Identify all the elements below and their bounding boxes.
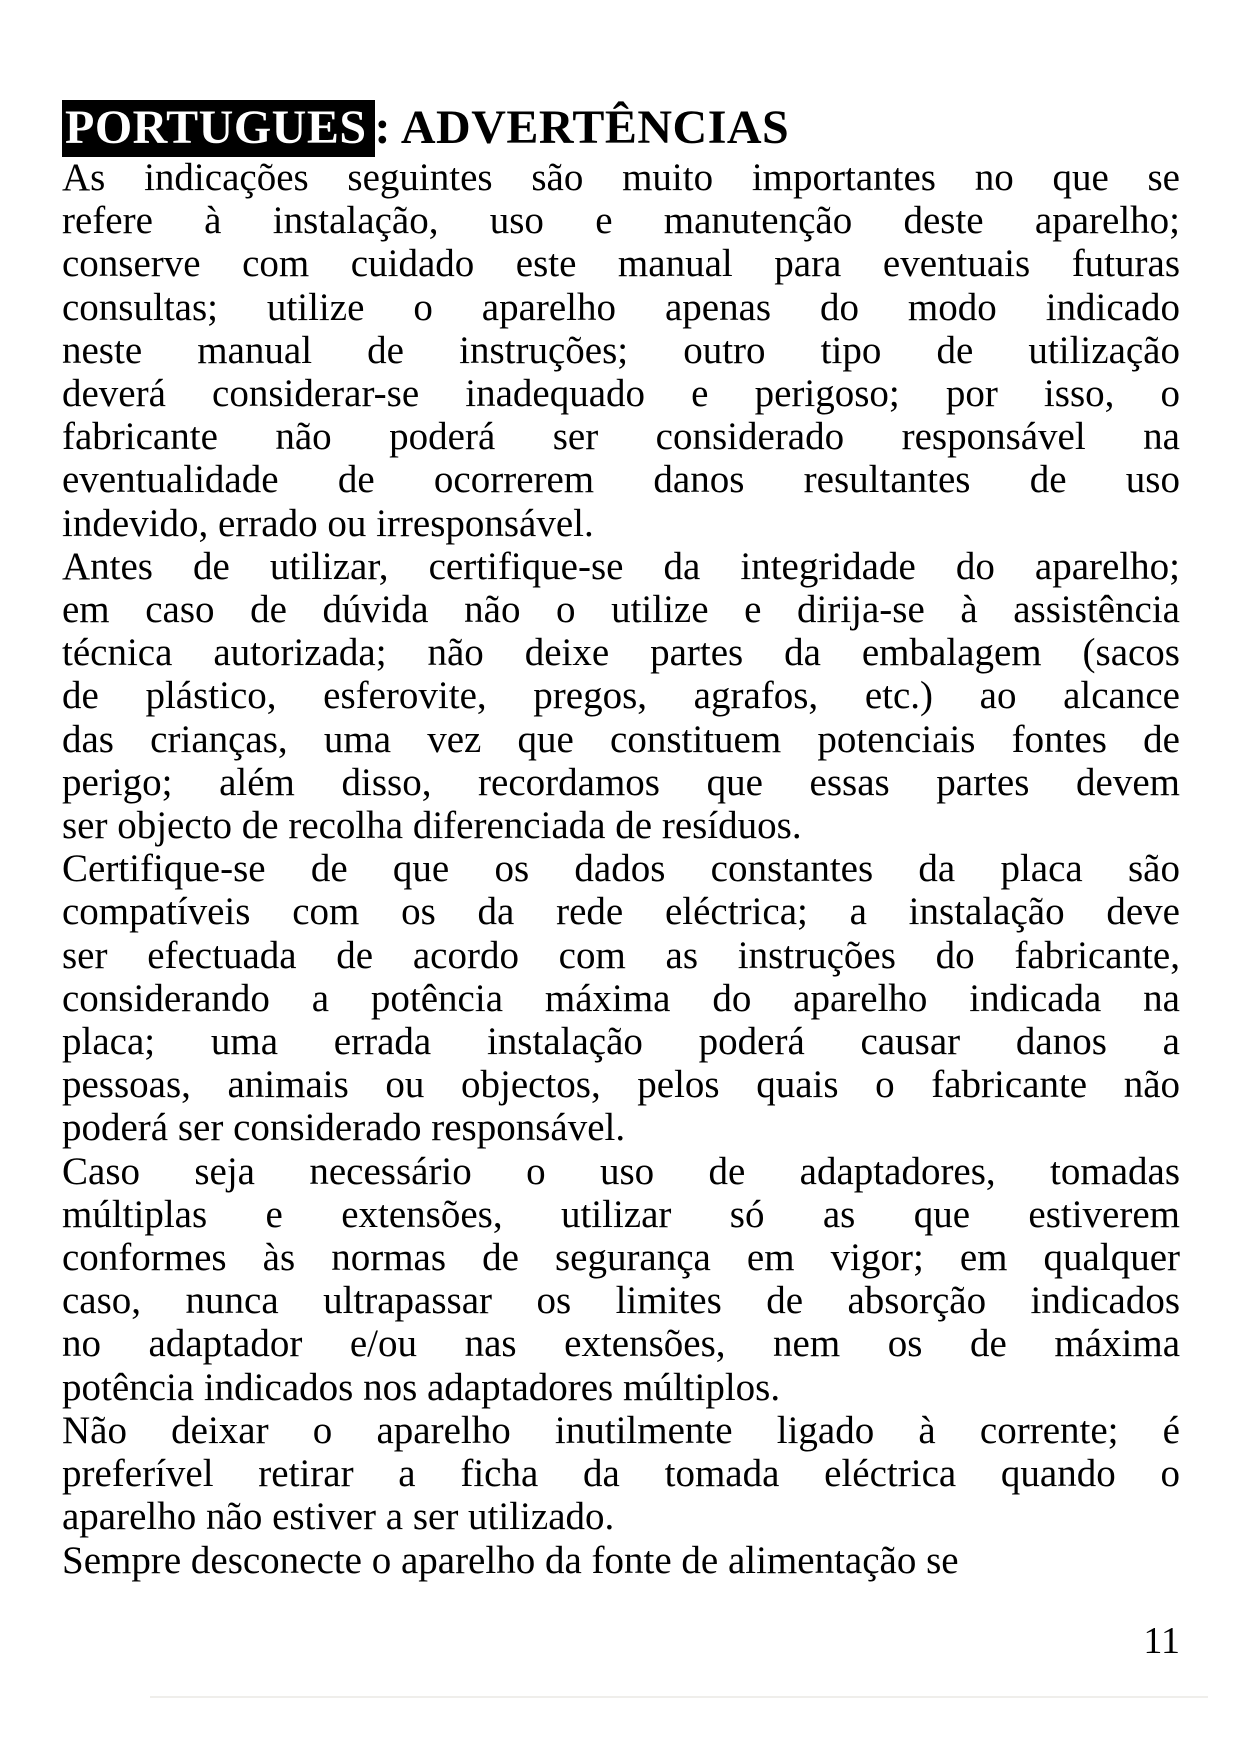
text-line: preferível retirar a ficha da tomada eléctrica quando o <box>62 1452 1180 1496</box>
text-line: técnica autorizada; não deixe partes da embalagem (sacos <box>62 631 1180 675</box>
text-line: conformes às normas de segurança em vigor; em qualquer <box>62 1236 1180 1280</box>
text-line: deverá considerar-se inadequado e perigoso; por isso, o <box>62 372 1180 416</box>
text-line: aparelho não estiver a ser utilizado. <box>62 1495 615 1539</box>
text-line: As indicações seguintes são muito importantes no que se <box>62 156 1180 199</box>
text-line: de plástico, esferovite, pregos, agrafos, etc.) ao alcance <box>62 674 1180 718</box>
text-line: eventualidade de ocorrerem danos resultantes de uso <box>62 458 1180 502</box>
text-line: ser objecto de recolha diferenciada de resíduos. <box>62 804 802 848</box>
paragraph <box>62 156 1180 545</box>
text-line: neste manual de instruções; outro tipo de utilização <box>62 328 1180 372</box>
text-line: Certifique-se de que os dados constantes da placa são <box>62 847 1180 891</box>
text-line: placa; uma errada instalação poderá causar danos a <box>62 1020 1180 1064</box>
paragraph <box>62 545 1180 847</box>
text-line: ser efectuada de acordo com as instruções do fabricante, <box>62 933 1180 977</box>
paragraph <box>62 1539 1180 1582</box>
paragraph <box>62 847 1180 1149</box>
text-line: Antes de utilizar, certifique-se da integridade do aparelho; <box>62 544 1180 588</box>
section-title-rest: : ADVERTÊNCIAS <box>374 101 790 154</box>
text-line: potência indicados nos adaptadores múltiplos. <box>62 1365 781 1409</box>
body-text <box>62 156 1180 1582</box>
text-line: refere à instalação, uso e manutenção deste aparelho; <box>62 199 1180 243</box>
text-line: Caso seja necessário o uso de adaptadores, tomadas <box>62 1149 1180 1193</box>
text-line: indevido, errado ou irresponsável. <box>62 501 594 545</box>
text-line: considerando a potência máxima do aparelho indicada na <box>62 976 1180 1020</box>
text-line: pessoas, animais ou objectos, pelos quais o fabricante não <box>62 1063 1180 1107</box>
language-label-highlight: PORTUGUES <box>62 100 375 157</box>
text-line: caso, nunca ultrapassar os limites de absorção indicados <box>62 1279 1180 1323</box>
text-line: Sempre desconecte o aparelho da fonte de alimentação se <box>62 1538 959 1582</box>
text-line: poderá ser considerado responsável. <box>62 1106 626 1150</box>
text-line: compatíveis com os da rede eléctrica; a instalação deve <box>62 890 1180 934</box>
text-line: fabricante não poderá ser considerado responsável na <box>62 415 1180 459</box>
page-content <box>62 100 1180 1582</box>
text-line: das crianças, uma vez que constituem potenciais fontes de <box>62 717 1180 761</box>
paragraph <box>62 1150 1180 1409</box>
text-line: consultas; utilize o aparelho apenas do modo indicado <box>62 285 1180 329</box>
text-line: múltiplas e extensões, utilizar só as que estiverem <box>62 1192 1180 1236</box>
text-line: conserve com cuidado este manual para eventuais futuras <box>62 242 1180 286</box>
paragraph <box>62 1409 1180 1539</box>
scan-artifact-line <box>150 1696 1208 1698</box>
text-line: no adaptador e/ou nas extensões, nem os de máxima <box>62 1322 1180 1366</box>
page-number: 11 <box>1143 1620 1180 1662</box>
section-title <box>62 100 1180 156</box>
text-line: em caso de dúvida não o utilize e dirija-se à assistência <box>62 588 1180 632</box>
text-line: Não deixar o aparelho inutilmente ligado à corrente; é <box>62 1408 1180 1452</box>
text-line: perigo; além disso, recordamos que essas partes devem <box>62 760 1180 804</box>
